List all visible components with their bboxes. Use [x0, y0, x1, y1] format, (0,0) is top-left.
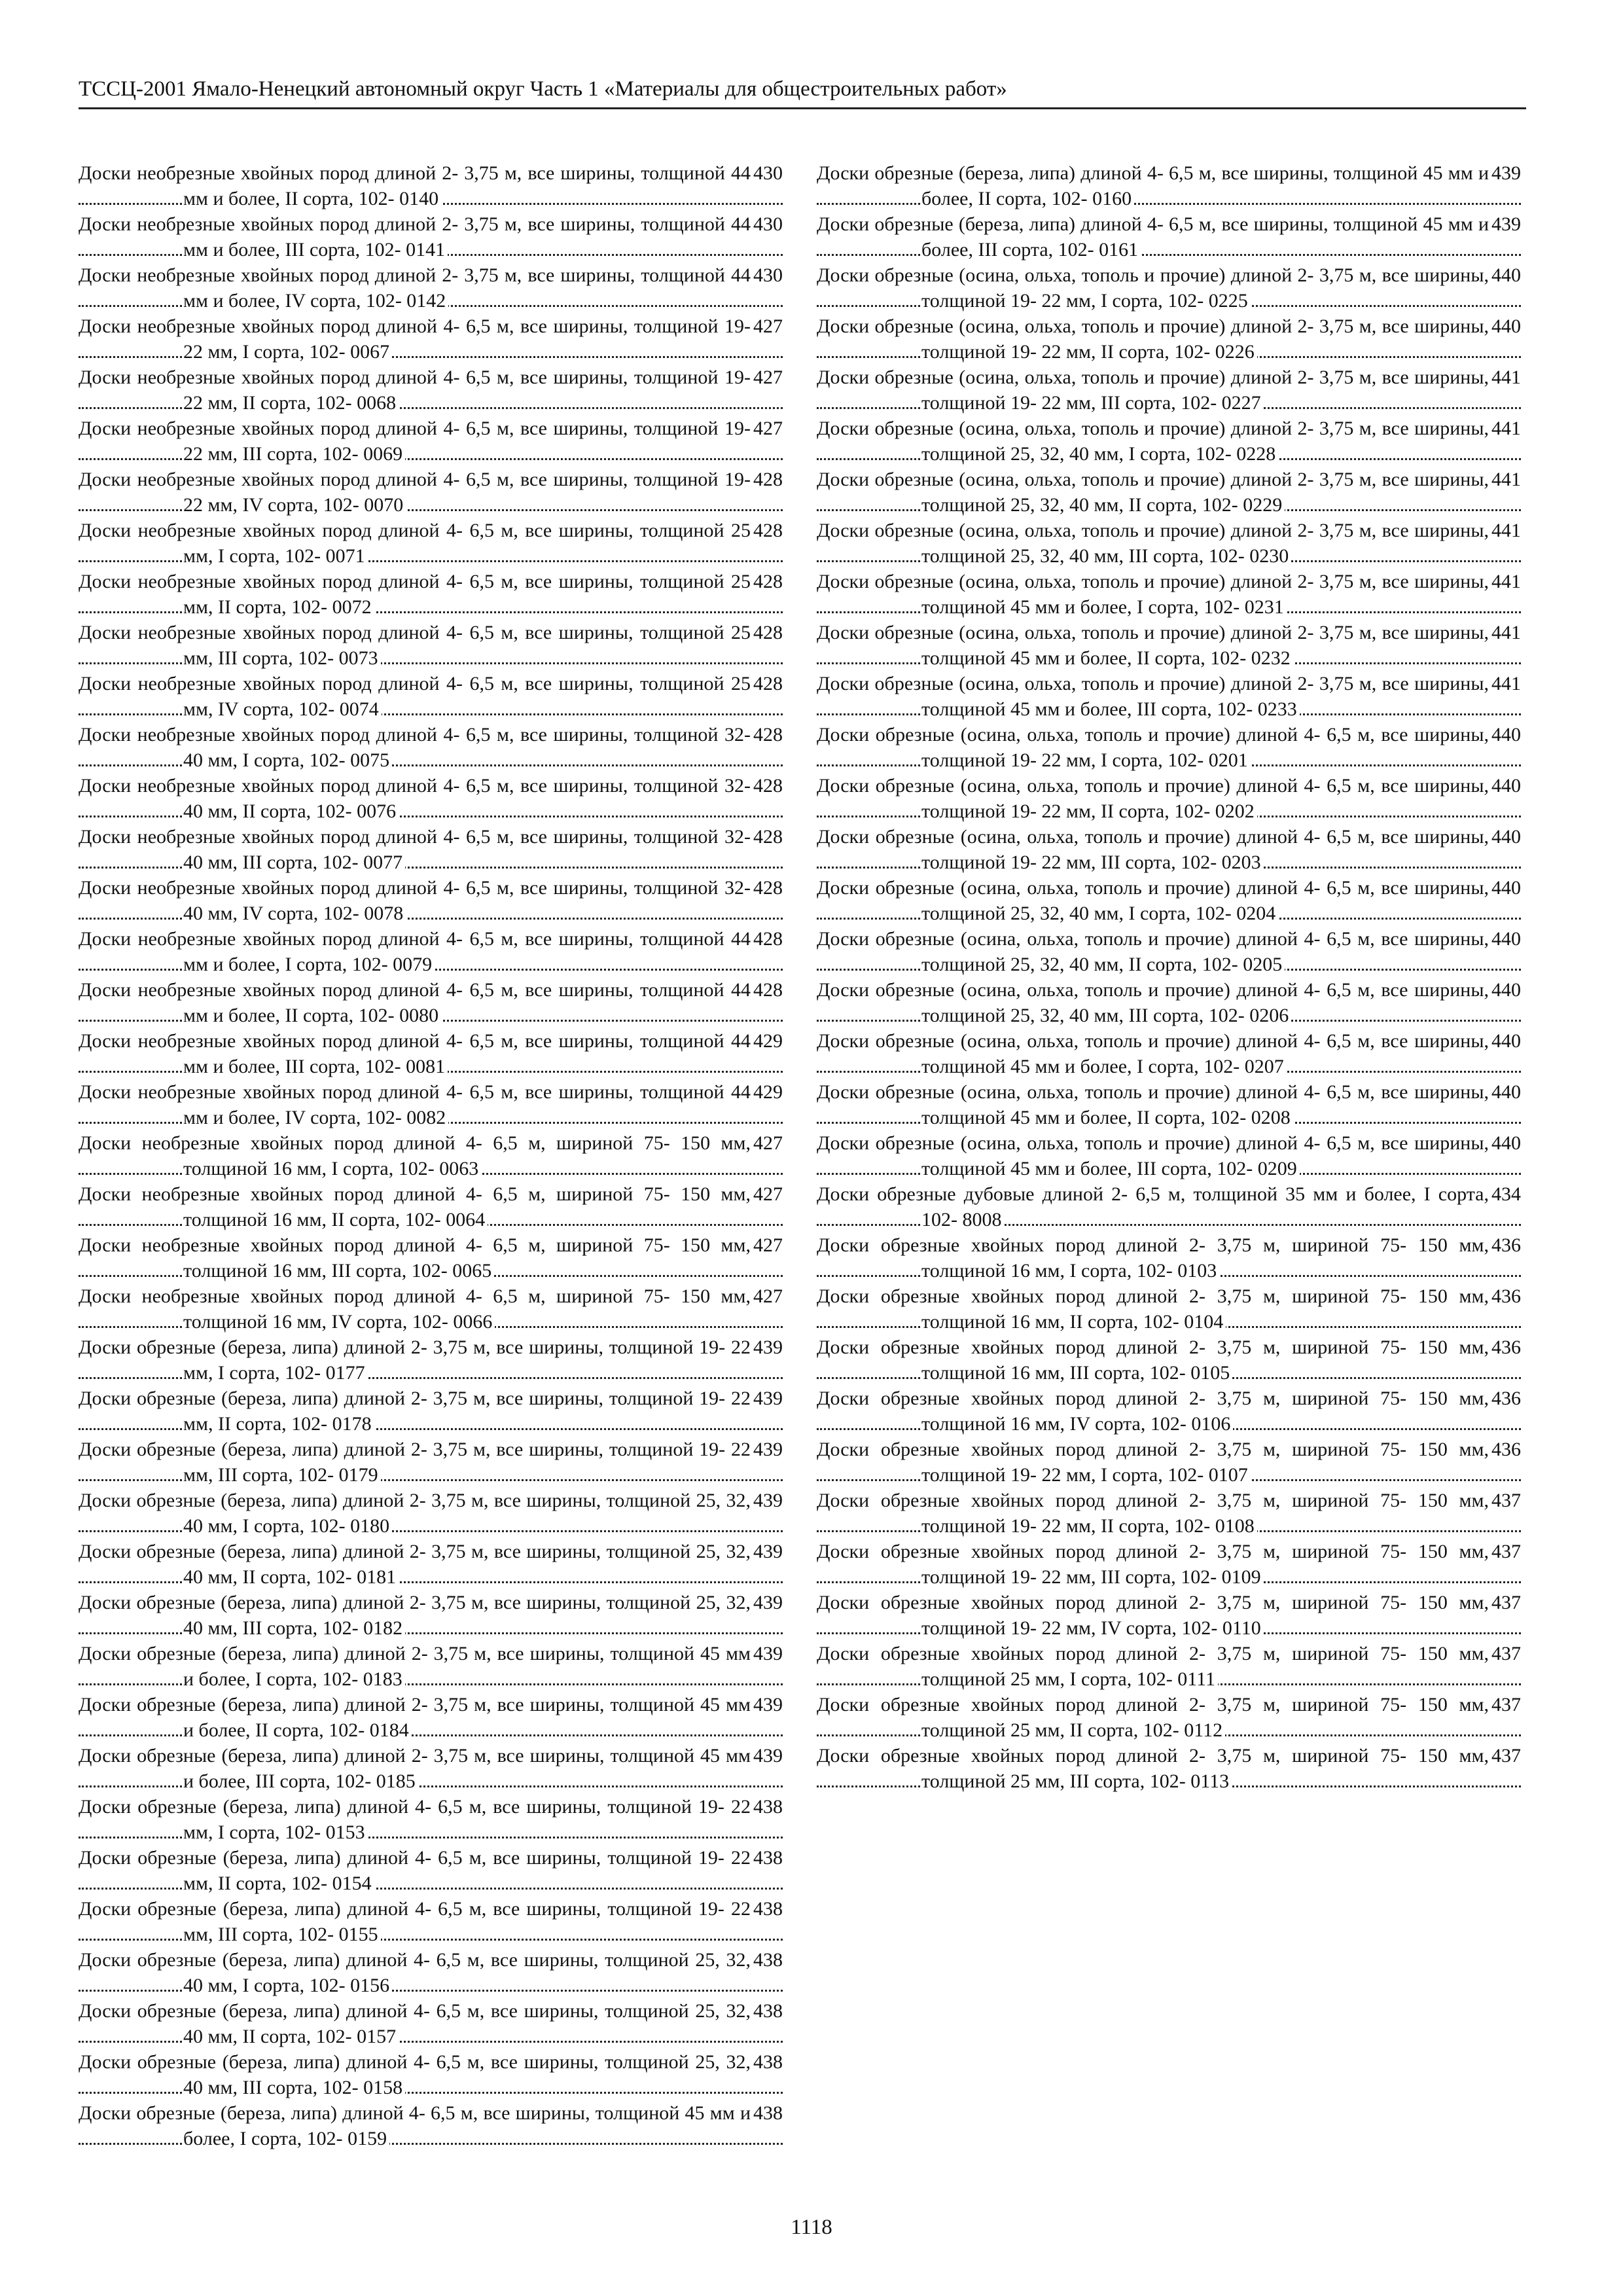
entry-text: Доски необрезные хвойных пород длиной 4- 6,5 м, шириной 75- 150 мм, толщиной 16 мм, IV сорта, 102- 0066: [79, 1285, 751, 1333]
entry-text: Доски обрезные (осина, ольха, тополь и прочие) длиной 2- 3,75 м, все ширины, толщиной 19- 22 мм, III сорта, 102- 0227: [817, 367, 1489, 414]
entry-text: Доски обрезные (осина, ольха, тополь и прочие) длиной 4- 6,5 м, все ширины, толщиной 19- 22 мм, I сорта, 102- 0201: [817, 724, 1489, 771]
entry-page-number: 439: [751, 1692, 783, 1717]
entry-page-number: 439: [751, 1590, 783, 1615]
entry-text: Доски необрезные хвойных пород длиной 2- 3,75 м, все ширины, толщиной 44 мм и более, II сорта, 102- 0140: [79, 162, 751, 209]
index-entry: [817, 365, 1521, 416]
entry-page-number: 437: [1489, 1692, 1521, 1717]
entry-text: Доски обрезные хвойных пород длиной 2- 3,75 м, шириной 75- 150 мм, толщиной 19- 22 мм, III сорта, 102- 0109: [817, 1541, 1489, 1588]
index-entry: [817, 314, 1521, 365]
index-entry: [79, 875, 783, 926]
entry-page-number: 440: [1489, 314, 1521, 339]
entry-text: Доски обрезные (береза, липа) длиной 4- 6,5 м, все ширины, толщиной 45 мм и более, II сорта, 102- 0160: [817, 162, 1489, 209]
index-entry: [79, 416, 783, 467]
index-entry: [817, 722, 1521, 773]
entry-page-number: 436: [1489, 1283, 1521, 1309]
entry-text: Доски обрезные (береза, липа) длиной 2- 3,75 м, все ширины, толщиной 19- 22 мм, I сорта, 102- 0177: [79, 1336, 751, 1384]
index-entry: [817, 1335, 1521, 1386]
entry-text: Доски необрезные хвойных пород длиной 4- 6,5 м, все ширины, толщиной 32- 40 мм, IV сорта, 102- 0078: [79, 877, 751, 924]
entry-page-number: 437: [1489, 1743, 1521, 1768]
entry-text: Доски обрезные (береза, липа) длиной 4- 6,5 м, все ширины, толщиной 25, 32, 40 мм, II сорта, 102- 0157: [79, 2000, 751, 2047]
index-entry: [817, 977, 1521, 1028]
index-entry: [817, 1079, 1521, 1130]
entry-page-number: 440: [1489, 1028, 1521, 1054]
entry-text: Доски обрезные (береза, липа) длиной 2- 3,75 м, все ширины, толщиной 25, 32, 40 мм, III сорта, 102- 0182: [79, 1592, 751, 1639]
entry-page-number: 441: [1489, 467, 1521, 492]
index-entry: [79, 1845, 783, 1896]
index-entry: [79, 773, 783, 824]
entry-text: Доски необрезные хвойных пород длиной 4- 6,5 м, все ширины, толщиной 44 мм и более, I сорта, 102- 0079: [79, 928, 751, 975]
entry-text: Доски необрезные хвойных пород длиной 4- 6,5 м, все ширины, толщиной 25 мм, II сорта, 102- 0072: [79, 571, 751, 618]
index-column-left: [79, 160, 783, 2151]
entry-page-number: 428: [751, 926, 783, 952]
index-entry: [817, 518, 1521, 569]
entry-text: Доски обрезные (береза, липа) длиной 2- 3,75 м, все ширины, толщиной 45 мм и более, I сорта, 102- 0183: [79, 1643, 751, 1690]
entry-text: Доски обрезные (осина, ольха, тополь и прочие) длиной 4- 6,5 м, все ширины, толщиной 19- 22 мм, II сорта, 102- 0202: [817, 775, 1489, 822]
index-entry: [79, 1998, 783, 2049]
index-entry: [79, 211, 783, 262]
entry-page-number: 439: [1489, 211, 1521, 237]
entry-page-number: 427: [751, 314, 783, 339]
entry-text: Доски обрезные хвойных пород длиной 2- 3,75 м, шириной 75- 150 мм, толщиной 19- 22 мм, IV сорта, 102- 0110: [817, 1592, 1489, 1639]
entry-text: Доски необрезные хвойных пород длиной 4- 6,5 м, все ширины, толщиной 25 мм, I сорта, 102- 0071: [79, 520, 751, 567]
entry-text: Доски обрезные (осина, ольха, тополь и прочие) длиной 2- 3,75 м, все ширины, толщиной 45 мм и более, I сорта, 102- 0231: [817, 571, 1489, 618]
entry-page-number: 430: [751, 160, 783, 186]
entry-text: Доски обрезные (береза, липа) длиной 2- 3,75 м, все ширины, толщиной 19- 22 мм, II сорта, 102- 0178: [79, 1388, 751, 1435]
entry-page-number: 439: [751, 1488, 783, 1513]
entry-text: Доски обрезные (береза, липа) длиной 2- 3,75 м, все ширины, толщиной 45 мм и более, III сорта, 102- 0185: [79, 1745, 751, 1792]
index-entry: [79, 1692, 783, 1743]
index-entry: [79, 1590, 783, 1641]
entry-page-number: 427: [751, 365, 783, 390]
index-entry: [817, 1539, 1521, 1590]
entry-text: Доски необрезные хвойных пород длиной 4- 6,5 м, все ширины, толщиной 25 мм, III сорта, 102- 0073: [79, 622, 751, 669]
index-entry: [79, 467, 783, 518]
entry-page-number: 440: [1489, 262, 1521, 288]
index-entry: [817, 1283, 1521, 1335]
entry-page-number: 439: [751, 1641, 783, 1666]
entry-text: Доски необрезные хвойных пород длиной 4- 6,5 м, все ширины, толщиной 19- 22 мм, I сорта, 102- 0067: [79, 315, 751, 363]
index-entry: [79, 1283, 783, 1335]
index-entry: [817, 824, 1521, 875]
index-entry: [79, 2049, 783, 2100]
index-entry: [817, 160, 1521, 211]
index-entry: [817, 620, 1521, 671]
entry-text: Доски обрезные (береза, липа) длиной 2- 3,75 м, все ширины, толщиной 45 мм и более, II сорта, 102- 0184: [79, 1694, 751, 1741]
entry-page-number: 440: [1489, 926, 1521, 952]
index-entry: [817, 1386, 1521, 1437]
index-entry: [79, 314, 783, 365]
entry-text: Доски обрезные (береза, липа) длиной 2- 3,75 м, все ширины, толщиной 25, 32, 40 мм, II сорта, 102- 0181: [79, 1541, 751, 1588]
index-entry: [79, 1794, 783, 1845]
index-entry: [79, 1335, 783, 1386]
entry-page-number: 438: [751, 1794, 783, 1820]
entry-page-number: 427: [751, 1232, 783, 1258]
entry-text: Доски необрезные хвойных пород длиной 2- 3,75 м, все ширины, толщиной 44 мм и более, IV сорта, 102- 0142: [79, 264, 751, 312]
index-column-right: [817, 160, 1521, 1794]
entry-text: Доски обрезные (осина, ольха, тополь и прочие) длиной 4- 6,5 м, все ширины, толщиной 25, 32, 40 мм, I сорта, 102- 0204: [817, 877, 1489, 924]
entry-text: Доски обрезные (осина, ольха, тополь и прочие) длиной 4- 6,5 м, все ширины, толщиной 45 мм и более, II сорта, 102- 0208: [817, 1081, 1489, 1128]
entry-page-number: 428: [751, 671, 783, 696]
index-entry: [79, 824, 783, 875]
entry-page-number: 440: [1489, 773, 1521, 798]
entry-text: Доски необрезные хвойных пород длиной 4- 6,5 м, все ширины, толщиной 32- 40 мм, III сорта, 102- 0077: [79, 826, 751, 873]
entry-page-number: 438: [751, 1998, 783, 2024]
index-entry: [817, 1028, 1521, 1079]
entry-page-number: 438: [751, 1947, 783, 1973]
entry-page-number: 436: [1489, 1232, 1521, 1258]
index-entry: [79, 1488, 783, 1539]
entry-text: Доски обрезные (осина, ольха, тополь и прочие) длиной 2- 3,75 м, все ширины, толщиной 25, 32, 40 мм, I сорта, 102- 0228: [817, 418, 1489, 465]
entry-text: Доски необрезные хвойных пород длиной 2- 3,75 м, все ширины, толщиной 44 мм и более, III сорта, 102- 0141: [79, 213, 751, 260]
entry-page-number: 441: [1489, 569, 1521, 594]
entry-page-number: 439: [751, 1539, 783, 1564]
index-entry: [817, 1488, 1521, 1539]
entry-text: Доски обрезные (осина, ольха, тополь и прочие) длиной 2- 3,75 м, все ширины, толщиной 19- 22 мм, II сорта, 102- 0226: [817, 315, 1489, 363]
entry-page-number: 440: [1489, 722, 1521, 747]
entry-text: Доски обрезные хвойных пород длиной 2- 3,75 м, шириной 75- 150 мм, толщиной 16 мм, III сорта, 102- 0105: [817, 1336, 1489, 1384]
index-entry: [79, 160, 783, 211]
entry-page-number: 434: [1489, 1181, 1521, 1207]
entry-page-number: 428: [751, 569, 783, 594]
entry-page-number: 440: [1489, 875, 1521, 901]
entry-text: Доски необрезные хвойных пород длиной 4- 6,5 м, шириной 75- 150 мм, толщиной 16 мм, III сорта, 102- 0065: [79, 1234, 751, 1282]
page-number: 1118: [791, 2215, 832, 2239]
entry-page-number: 429: [751, 1028, 783, 1054]
entry-page-number: 441: [1489, 365, 1521, 390]
index-entry: [79, 1079, 783, 1130]
entry-page-number: 429: [751, 1079, 783, 1105]
index-entry: [817, 1590, 1521, 1641]
entry-page-number: 440: [1489, 1130, 1521, 1156]
entry-text: Доски обрезные хвойных пород длиной 2- 3,75 м, шириной 75- 150 мм, толщиной 16 мм, I сорта, 102- 0103: [817, 1234, 1489, 1282]
entry-page-number: 440: [1489, 977, 1521, 1003]
entry-text: Доски обрезные (береза, липа) длиной 4- 6,5 м, все ширины, толщиной 25, 32, 40 мм, I сорта, 102- 0156: [79, 1949, 751, 1996]
entry-text: Доски обрезные хвойных пород длиной 2- 3,75 м, шириной 75- 150 мм, толщиной 25 мм, III сорта, 102- 0113: [817, 1745, 1489, 1792]
entry-text: Доски обрезные (береза, липа) длиной 4- 6,5 м, все ширины, толщиной 45 мм и более, I сорта, 102- 0159: [79, 2102, 751, 2149]
index-entry: [79, 977, 783, 1028]
entry-page-number: 427: [751, 1130, 783, 1156]
entry-text: Доски обрезные (осина, ольха, тополь и прочие) длиной 4- 6,5 м, все ширины, толщиной 25, 32, 40 мм, II сорта, 102- 0205: [817, 928, 1489, 975]
entry-page-number: 440: [1489, 1079, 1521, 1105]
entry-page-number: 437: [1489, 1641, 1521, 1666]
entry-text: Доски обрезные хвойных пород длиной 2- 3,75 м, шириной 75- 150 мм, толщиной 25 мм, I сорта, 102- 0111: [817, 1643, 1489, 1690]
entry-page-number: 439: [751, 1335, 783, 1360]
index-entry: [79, 569, 783, 620]
entry-text: Доски обрезные (осина, ольха, тополь и прочие) длиной 2- 3,75 м, все ширины, толщиной 25, 32, 40 мм, III сорта, 102- 0230: [817, 520, 1489, 567]
entry-page-number: 438: [751, 1845, 783, 1871]
entry-text: Доски необрезные хвойных пород длиной 4- 6,5 м, все ширины, толщиной 19- 22 мм, IV сорта, 102- 0070: [79, 469, 751, 516]
entry-page-number: 439: [751, 1743, 783, 1768]
entry-text: Доски обрезные (осина, ольха, тополь и прочие) длиной 4- 6,5 м, все ширины, толщиной 45 мм и более, I сорта, 102- 0207: [817, 1030, 1489, 1077]
index-entry: [79, 1130, 783, 1181]
entry-page-number: 427: [751, 416, 783, 441]
entry-page-number: 428: [751, 722, 783, 747]
index-entry: [79, 1437, 783, 1488]
index-entry: [817, 416, 1521, 467]
index-entry: [817, 211, 1521, 262]
index-entry: [817, 1743, 1521, 1794]
entry-page-number: 439: [751, 1386, 783, 1411]
entry-page-number: 440: [1489, 824, 1521, 850]
index-entry: [79, 1181, 783, 1232]
entry-page-number: 436: [1489, 1437, 1521, 1462]
index-entry: [79, 620, 783, 671]
entry-text: Доски обрезные (береза, липа) длиной 4- 6,5 м, все ширины, толщиной 25, 32, 40 мм, III сорта, 102- 0158: [79, 2051, 751, 2098]
entry-page-number: 428: [751, 518, 783, 543]
index-entry: [79, 1539, 783, 1590]
entry-text: Доски необрезные хвойных пород длиной 4- 6,5 м, все ширины, толщиной 19- 22 мм, II сорта, 102- 0068: [79, 367, 751, 414]
entry-page-number: 441: [1489, 518, 1521, 543]
entry-page-number: 428: [751, 977, 783, 1003]
entry-page-number: 428: [751, 467, 783, 492]
index-entry: [817, 773, 1521, 824]
index-entry: [817, 569, 1521, 620]
entry-page-number: 436: [1489, 1386, 1521, 1411]
entry-text: Доски необрезные хвойных пород длиной 4- 6,5 м, шириной 75- 150 мм, толщиной 16 мм, II сорта, 102- 0064: [79, 1183, 751, 1230]
index-entry: [817, 1641, 1521, 1692]
entry-page-number: 428: [751, 875, 783, 901]
entry-page-number: 441: [1489, 620, 1521, 645]
index-entry: [79, 2100, 783, 2151]
entry-page-number: 439: [1489, 160, 1521, 186]
index-entry: [817, 1181, 1521, 1232]
entry-text: Доски необрезные хвойных пород длиной 4- 6,5 м, шириной 75- 150 мм, толщиной 16 мм, I сорта, 102- 0063: [79, 1132, 751, 1179]
index-entry: [79, 1028, 783, 1079]
index-entry: [817, 1232, 1521, 1283]
index-entry: [817, 1437, 1521, 1488]
index-entry: [817, 467, 1521, 518]
entry-page-number: 438: [751, 1896, 783, 1922]
entry-text: Доски необрезные хвойных пород длиной 4- 6,5 м, все ширины, толщиной 19- 22 мм, III сорта, 102- 0069: [79, 418, 751, 465]
entry-text: Доски обрезные (береза, липа) длиной 4- 6,5 м, все ширины, толщиной 19- 22 мм, III сорта, 102- 0155: [79, 1898, 751, 1945]
index-entry: [817, 926, 1521, 977]
entry-page-number: 427: [751, 1181, 783, 1207]
entry-page-number: 428: [751, 773, 783, 798]
entry-text: Доски необрезные хвойных пород длиной 4- 6,5 м, все ширины, толщиной 44 мм и более, IV сорта, 102- 0082: [79, 1081, 751, 1128]
entry-page-number: 441: [1489, 416, 1521, 441]
index-entry: [817, 875, 1521, 926]
entry-page-number: 428: [751, 620, 783, 645]
entry-text: Доски обрезные хвойных пород длиной 2- 3,75 м, шириной 75- 150 мм, толщиной 19- 22 мм, I сорта, 102- 0107: [817, 1439, 1489, 1486]
entry-text: Доски обрезные (береза, липа) длиной 2- 3,75 м, все ширины, толщиной 19- 22 мм, III сорта, 102- 0179: [79, 1439, 751, 1486]
entry-text: Доски обрезные (береза, липа) длиной 4- 6,5 м, все ширины, толщиной 45 мм и более, III сорта, 102- 0161: [817, 213, 1489, 260]
index-entry: [79, 1743, 783, 1794]
entry-text: Доски обрезные (осина, ольха, тополь и прочие) длиной 2- 3,75 м, все ширины, толщиной 45 мм и более, II сорта, 102- 0232: [817, 622, 1489, 669]
entry-text: Доски обрезные хвойных пород длиной 2- 3,75 м, шириной 75- 150 мм, толщиной 25 мм, II сорта, 102- 0112: [817, 1694, 1489, 1741]
index-entry: [79, 722, 783, 773]
index-entry: [79, 1896, 783, 1947]
entry-text: Доски обрезные (береза, липа) длиной 4- 6,5 м, все ширины, толщиной 19- 22 мм, I сорта, 102- 0153: [79, 1796, 751, 1843]
index-entry: [817, 1130, 1521, 1181]
index-entry: [79, 926, 783, 977]
index-entry: [817, 262, 1521, 314]
index-entry: [817, 1692, 1521, 1743]
entry-text: Доски обрезные хвойных пород длиной 2- 3,75 м, шириной 75- 150 мм, толщиной 19- 22 мм, II сорта, 102- 0108: [817, 1490, 1489, 1537]
entry-page-number: 437: [1489, 1488, 1521, 1513]
entry-text: Доски обрезные (осина, ольха, тополь и прочие) длиной 2- 3,75 м, все ширины, толщиной 45 мм и более, III сорта, 102- 0233: [817, 673, 1489, 720]
entry-text: Доски обрезные (осина, ольха, тополь и прочие) длиной 4- 6,5 м, все ширины, толщиной 25, 32, 40 мм, III сорта, 102- 0206: [817, 979, 1489, 1026]
running-header: ТССЦ-2001 Ямало-Ненецкий автономный округ Часть 1 «Материалы для общестроительных работ»: [79, 71, 1526, 109]
entry-text: Доски обрезные хвойных пород длиной 2- 3,75 м, шириной 75- 150 мм, толщиной 16 мм, IV сорта, 102- 0106: [817, 1388, 1489, 1435]
entry-page-number: 441: [1489, 671, 1521, 696]
entry-text: Доски необрезные хвойных пород длиной 4- 6,5 м, все ширины, толщиной 32- 40 мм, I сорта, 102- 0075: [79, 724, 751, 771]
index-entry: [79, 1641, 783, 1692]
entry-page-number: 428: [751, 824, 783, 850]
entry-page-number: 439: [751, 1437, 783, 1462]
index-entry: [79, 365, 783, 416]
entry-text: Доски необрезные хвойных пород длиной 4- 6,5 м, все ширины, толщиной 25 мм, IV сорта, 102- 0074: [79, 673, 751, 720]
entry-page-number: 430: [751, 211, 783, 237]
index-entry: [79, 1232, 783, 1283]
entry-page-number: 427: [751, 1283, 783, 1309]
entry-text: Доски обрезные (осина, ольха, тополь и прочие) длиной 2- 3,75 м, все ширины, толщиной 25, 32, 40 мм, II сорта, 102- 0229: [817, 469, 1489, 516]
index-entry: [79, 671, 783, 722]
entry-page-number: 437: [1489, 1590, 1521, 1615]
entry-text: Доски необрезные хвойных пород длиной 4- 6,5 м, все ширины, толщиной 44 мм и более, III сорта, 102- 0081: [79, 1030, 751, 1077]
entry-text: Доски обрезные (береза, липа) длиной 2- 3,75 м, все ширины, толщиной 25, 32, 40 мм, I сорта, 102- 0180: [79, 1490, 751, 1537]
entry-text: Доски обрезные (береза, липа) длиной 4- 6,5 м, все ширины, толщиной 19- 22 мм, II сорта, 102- 0154: [79, 1847, 751, 1894]
entry-page-number: 438: [751, 2049, 783, 2075]
entry-text: Доски необрезные хвойных пород длиной 4- 6,5 м, все ширины, толщиной 32- 40 мм, II сорта, 102- 0076: [79, 775, 751, 822]
entry-page-number: 438: [751, 2100, 783, 2126]
entry-text: Доски необрезные хвойных пород длиной 4- 6,5 м, все ширины, толщиной 44 мм и более, II сорта, 102- 0080: [79, 979, 751, 1026]
index-entry: [79, 1386, 783, 1437]
index-entry: [79, 262, 783, 314]
entry-page-number: 430: [751, 262, 783, 288]
index-entry: [79, 1947, 783, 1998]
index-entry: [79, 518, 783, 569]
entry-text: Доски обрезные дубовые длиной 2- 6,5 м, толщиной 35 мм и более, I сорта, 102- 8008: [817, 1183, 1489, 1230]
entry-page-number: 436: [1489, 1335, 1521, 1360]
entry-text: Доски обрезные (осина, ольха, тополь и прочие) длиной 4- 6,5 м, все ширины, толщиной 19- 22 мм, III сорта, 102- 0203: [817, 826, 1489, 873]
entry-text: Доски обрезные хвойных пород длиной 2- 3,75 м, шириной 75- 150 мм, толщиной 16 мм, II сорта, 102- 0104: [817, 1285, 1489, 1333]
entry-page-number: 437: [1489, 1539, 1521, 1564]
index-entry: [817, 671, 1521, 722]
entry-text: Доски обрезные (осина, ольха, тополь и прочие) длиной 4- 6,5 м, все ширины, толщиной 45 мм и более, III сорта, 102- 0209: [817, 1132, 1489, 1179]
entry-text: Доски обрезные (осина, ольха, тополь и прочие) длиной 2- 3,75 м, все ширины, толщиной 19- 22 мм, I сорта, 102- 0225: [817, 264, 1489, 312]
